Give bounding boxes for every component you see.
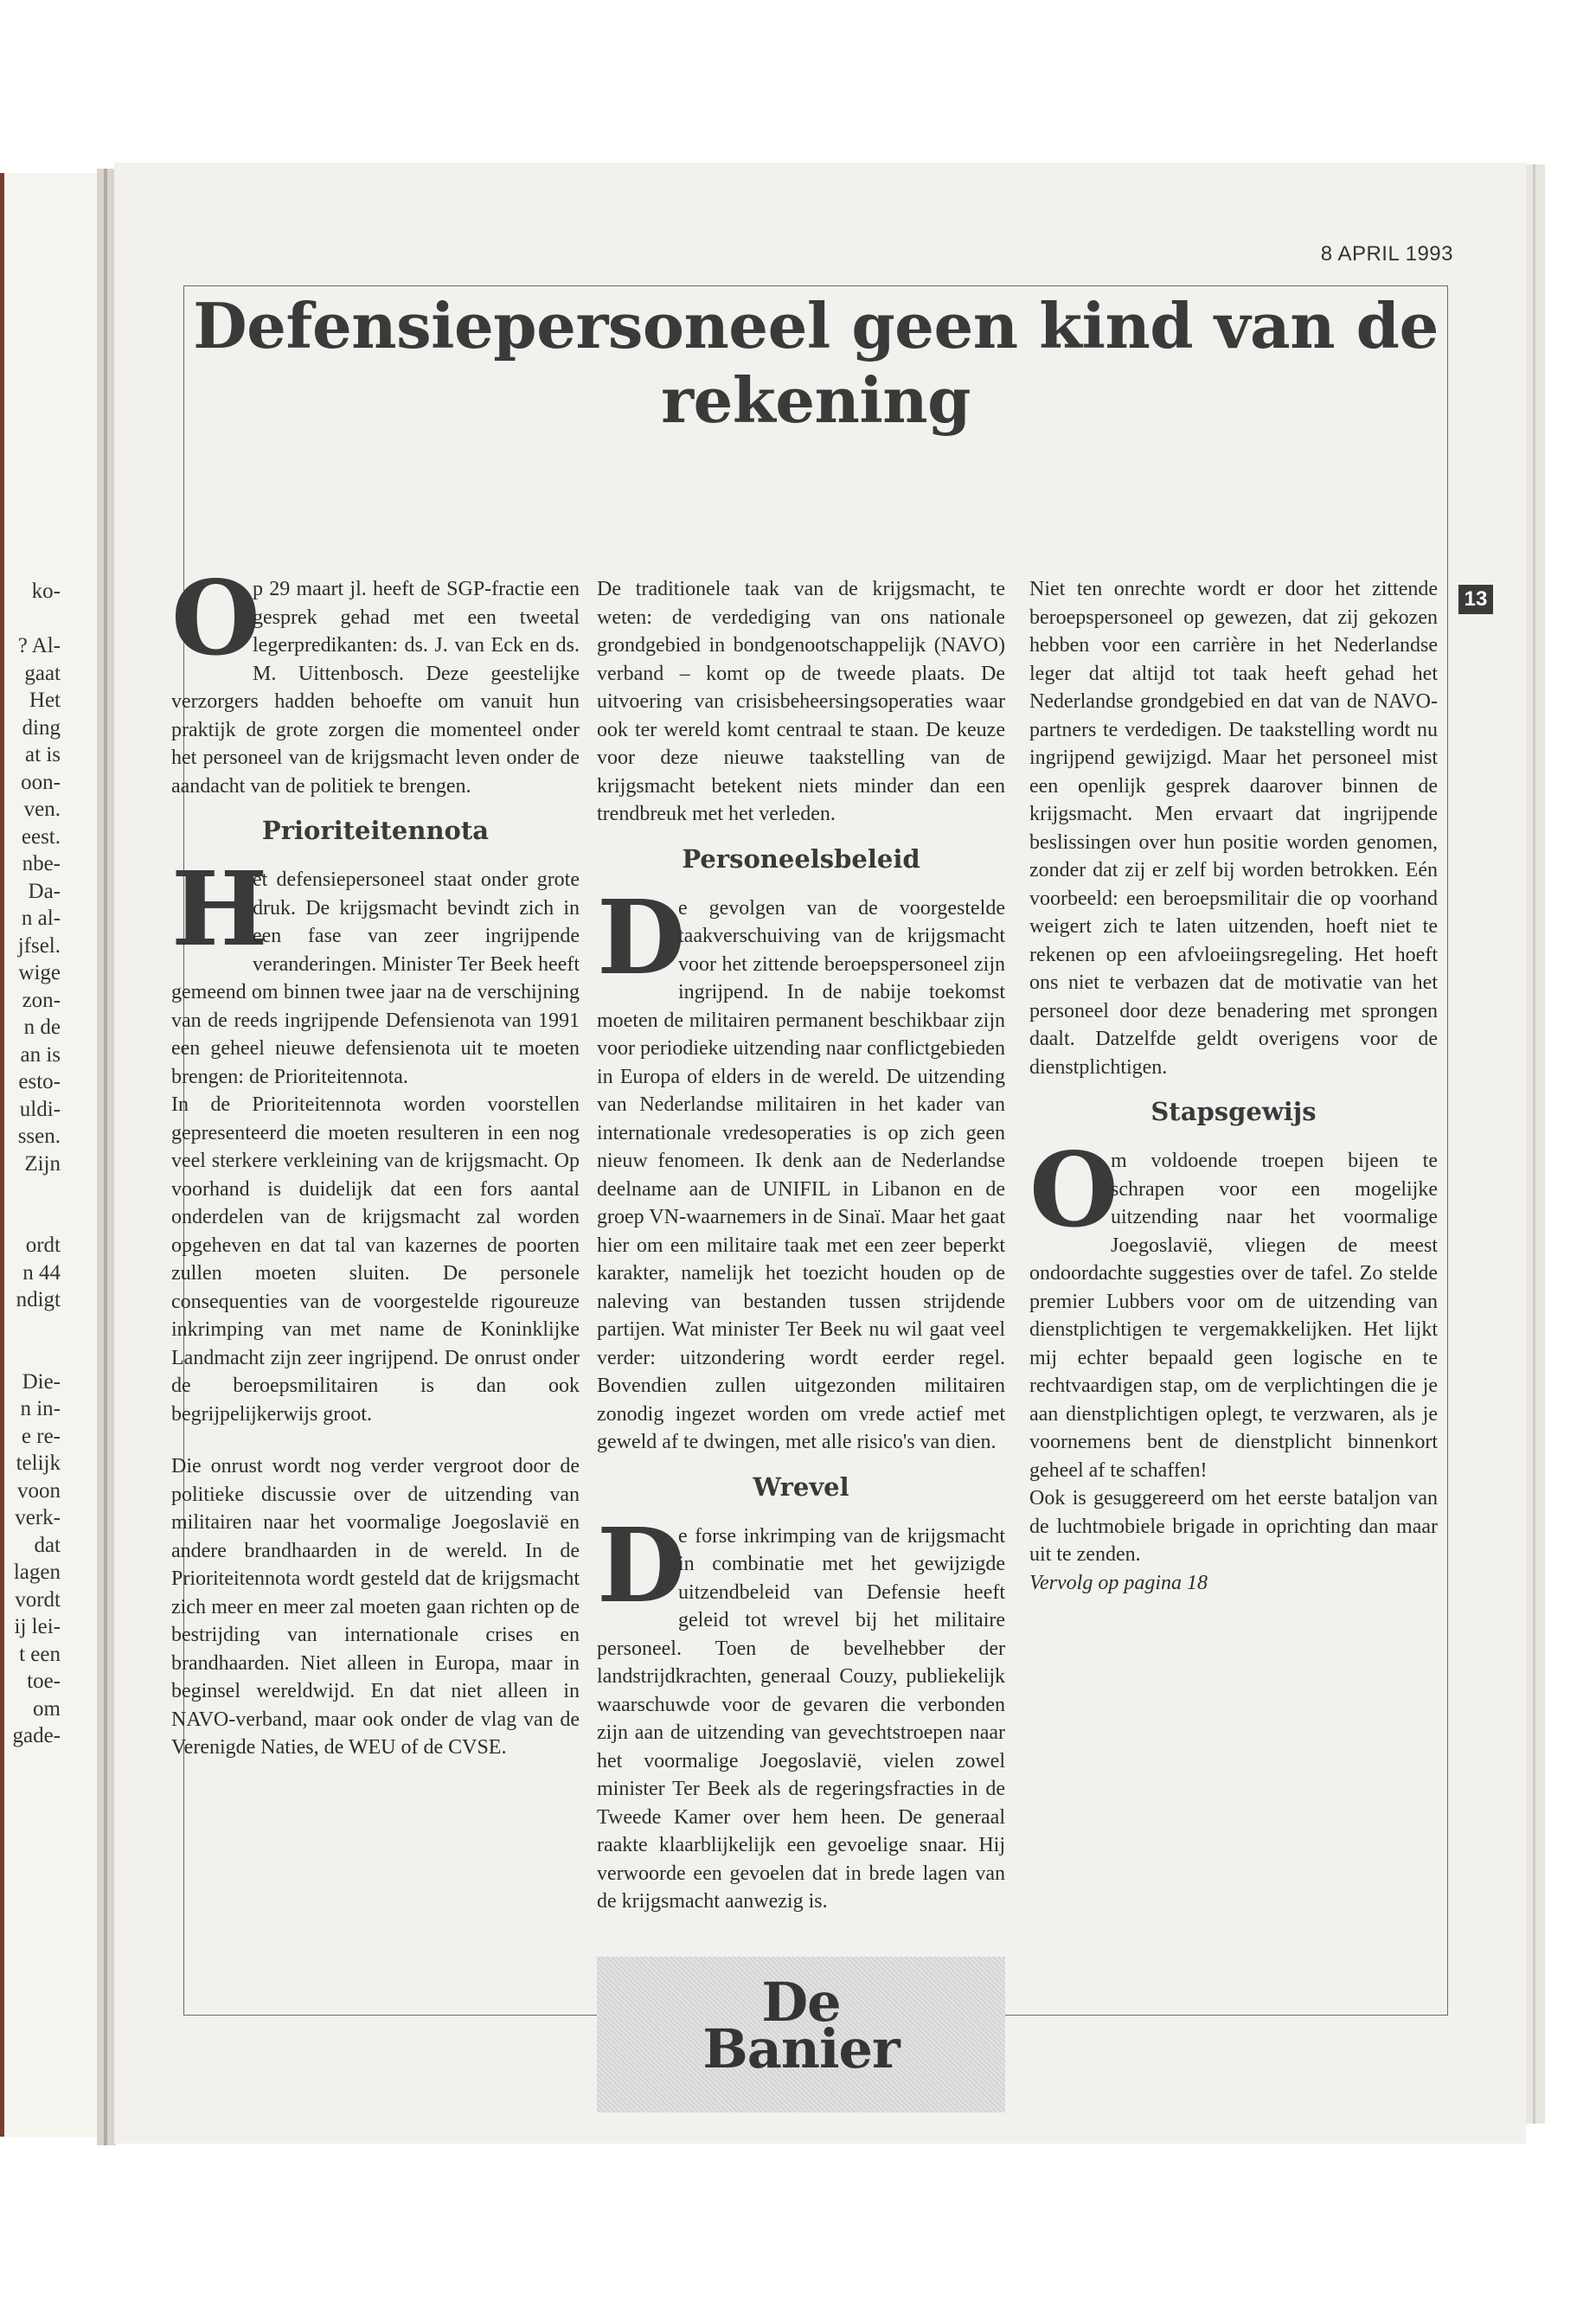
margin-fragment: om [33, 1696, 61, 1721]
margin-fragment: ding [22, 715, 61, 740]
page-number-badge: 13 [1458, 585, 1493, 614]
subheading-prioriteitennota: Prioriteitennota [261, 816, 490, 845]
margin-fragment: ij lei- [14, 1615, 61, 1638]
body-paragraph: D e forse inkrimping van de krijgsmacht in combinatie met het gewijzigde uitzendbeleid van Defensie heeft geleid tot wrevel bij het militaire personeel. Toen de bevelhebber der landstrijdkrachten, generaal Couzy, publiekelijk waarschuwde voor de gevaren die verbonden zijn aan de uitzending van gevechtstroepen naar het voormalige Joegoslavië, vielen zowel minister Ter Beek als de regeringsfracties in de Tweede Kamer over hem heen. De generaal raakte klaarblijkelijk een gevoelige snaar. Hij verwoorde een gevoelen dat in brede lagen van de krijgsmacht aanwezig is. [597, 1504, 1005, 1913]
margin-fragment: voon [17, 1478, 61, 1503]
drop-cap: D [597, 876, 686, 997]
intro-paragraph: O p 29 maart jl. heeft de SGP-fractie een gesprek gehad met een tweetal legerpredikanten: ds. J. van Eck en ds. M. Uittenbosch. Deze geestelijke verzorgers hadden behoefte om vanuit hun praktijk de grote zorgen die momenteel onder het personeel van de krijgsmacht leven onder de aandacht van de politiek te brengen. [171, 558, 580, 798]
body-paragraph: De traditionele taak van de krijgsmacht, te weten: de verdediging van ons nationale grondgebied in bondgenootschappelijk (NAVO) verband – komt op de tweede plaats. De uitvoering van crisisbeheersingsoperaties waar ook ter wereld komt centraal te staan. De keuze voor deze nieuwe taakstelling van de krijgsmacht betekent niets minder dan een trendbreuk met het verleden. [597, 578, 1005, 825]
continued-on-page-note: Vervolg op pagina 18 [1029, 1571, 1208, 1594]
margin-fragment: t een [19, 1642, 61, 1666]
margin-fragment: Da- [28, 879, 61, 903]
body-paragraph: D e gevolgen van de voorgestelde taakverschuiving van de krijgsmacht voor het zittende beroepspersoneel zijn ingrijpend. In de nabije toekomst moeten de militairen permanent beschikbaar zijn voor periodieke uitzending naar conflictgebieden in Europa of elders in de wereld. De uitzending van Nederlandse militairen in het kader van internationale vredesoperaties is op zich geen nieuw fenomeen. Ik denk aan de Nederlandse deelname aan de UNIFIL in Libanon en de groep VN-waarnemers in de Sinaï. Maar het gaat hier om een militaire taak met een zeer beperkt karakter, namelijk het toezicht houden op de naleving van bestanden tussen strijdende partijen. Wat minister Ter Beek nu wil gaat veel verder: uitzondering wordt eerder regel. Bovendien zullen uitgezonden militairen zonodig ingezet worden om vrede actief met geweld af te dwingen, met alle risico's van dien. [597, 876, 1005, 1453]
margin-fragment: n al- [21, 907, 61, 930]
body-paragraph: H et defensiepersoneel staat onder grote druk. De krijgsmacht bevindt zich in een fase van zeer ingrijpende veranderingen. Minister Ter Beek heeft gemeend om binnen twee jaar na de verschijning van de reeds ingrijpende Defensienota van 1991 een geheel nieuwe defensienota uit te moeten brengen: de Prioriteitennota. [171, 849, 580, 1088]
margin-fragment [0, 1341, 61, 1368]
article-column-2 [597, 575, 1005, 1916]
margin-fragment [0, 1314, 61, 1342]
margin-fragment: oon- [21, 770, 61, 794]
margin-fragment: uldi- [19, 1097, 61, 1121]
margin-fragment: nbe- [22, 852, 61, 875]
margin-fragment: e re- [21, 1424, 61, 1448]
article-column-3 [1029, 575, 1438, 1597]
margin-fragment: ordt [25, 1234, 61, 1257]
margin-fragment: Het [29, 689, 61, 712]
margin-fragment: ? Al- [17, 634, 61, 657]
drop-cap: O [171, 558, 260, 678]
margin-fragment: n 44 [22, 1260, 61, 1285]
previous-page-text-fragments [0, 578, 61, 1750]
margin-fragment: n in- [20, 1397, 61, 1420]
margin-fragment [0, 1205, 61, 1233]
margin-fragment: eest. [21, 824, 61, 849]
margin-fragment: ndigt [16, 1288, 61, 1311]
subheading-stapsgewijs: Stapsgewijs [1151, 1097, 1317, 1126]
logo-line-1: De [761, 1971, 841, 2034]
margin-fragment [0, 606, 61, 633]
margin-fragment: toe- [27, 1670, 61, 1693]
margin-fragment: verk- [15, 1506, 61, 1529]
margin-fragment: Die- [22, 1369, 61, 1394]
margin-fragment: vordt [15, 1587, 61, 1612]
subheading-wrevel: Wrevel [753, 1471, 849, 1502]
logo-line-2: Banier [702, 2017, 900, 2080]
margin-fragment: jfsel. [17, 933, 61, 958]
drop-cap: D [597, 1504, 686, 1625]
margin-fragment: lagen [13, 1561, 61, 1584]
headline: Defensiepersoneel geen kind van de rekening [193, 289, 1439, 437]
margin-fragment: ven. [23, 798, 61, 821]
margin-fragment: ko- [31, 580, 61, 603]
margin-fragment: gaat [24, 661, 61, 685]
body-paragraph: In de Prioriteitennota worden voorstellen gepresenteerd die moeten resulteren in een nog veel sterkere verkleining van de krijgsmacht. Op voorhand is duidelijk dat een fors aantal onderdelen van de krijgsmacht zal worden opgeheven en dat tal van kazernes de poorten zullen moeten sluiten. De personele consequenties van de voorgestelde rigoureuze inkrimping van met name de Koninklijke Landmacht zijn zeer ingrijpend. De onrust onder de beroepsmilitairen is dan ook begrijpelijkerwijs groot. [171, 1093, 580, 1426]
body-paragraph: Ook is gesuggereerd om het eerste bataljon van de luchtmobiele brigade in oprichting dan maar uit te zenden. [1029, 1487, 1438, 1566]
subheading-personeelsbeleid: Personeelsbeleid [682, 843, 920, 874]
margin-fragment: Zijn [24, 1151, 61, 1176]
margin-fragment [0, 1177, 61, 1205]
margin-fragment: gade- [12, 1724, 61, 1747]
de-banier-logo [597, 1957, 1005, 2112]
body-paragraph: O m voldoende troepen bijeen te schrapen voor een mogelijke uitzending naar het voormalige Joegoslavië, vliegen de meest ondoordachte suggesties over de tafel. Zo stelde premier Lubbers voor om de uitzending van dienstplichtigen te vergemakkelijken. Het lijkt mij echter bepaald geen logische en te rechtvaardigen stap, om de verplichtingen die je aan dienstplichtigen oplegt, te verzwaren, als je voornemens bent de dienstplicht binnenkort geheel af te schaffen! [1029, 1130, 1438, 1482]
margin-fragment: zon- [22, 988, 61, 1012]
margin-fragment: dat [34, 1533, 61, 1557]
page-date: 8 APRIL 1993 [1320, 242, 1453, 266]
margin-fragment: telijk [16, 1452, 61, 1475]
margin-fragment: esto- [18, 1070, 61, 1093]
drop-cap: H [171, 849, 268, 969]
margin-fragment: an is [20, 1042, 61, 1067]
body-paragraph: Niet ten onrechte wordt er door het zittende beroepspersoneel op gewezen, dat zij gekozen hebben voor een carrière in het Nederlandse leger dat altijd tot taak heeft gehad het Nederlandse grondgebied en dat van de NAVO-partners te verdedigen. De taakstelling wordt nu ingrijpend gewijzigd. Maar het personeel mist een openlijk gesprek daarover binnen de krijgsmacht. Men ervaart dat ingrijpende beslissingen over hun positie worden genomen, zonder dat zij er zelf bij worden betrokken. Eén voorbeeld: een beroepsmilitair die op voorhand weigert zich te laten uitzenden, hoeft niet te rekenen op een afvloeiingsregeling. Het hoeft ons niet te verbazen dat de motivatie van het personeel door deze benadering met sprongen daalt. Datzelfde geldt overigens voor de dienstplichtigen. [1029, 578, 1438, 1079]
drop-cap: O [1029, 1130, 1118, 1250]
margin-fragment: n de [23, 1016, 61, 1039]
margin-fragment: ssen. [17, 1125, 61, 1148]
body-paragraph: Die onrust wordt nog verder vergroot door de politieke discussie over de uitzending van militairen naar het voormalige Joegoslavië en andere brandhaarden in de wereld. In de Prioriteitennota wordt gesteld dat de krijgsmacht zich meer en meer zal moeten gaan richten op de bestrijding van internationale crises en brandhaarden. Niet alleen in Europa, maar in beginsel wereldwijd. En dat niet alleen in NAVO-verband, maar ook onder de vlag van de Verenigde Naties, de WEU of de CVSE. [171, 1455, 580, 1759]
margin-fragment: wige [18, 961, 61, 984]
margin-fragment: at is [25, 743, 61, 766]
article-column-1 [171, 558, 580, 1762]
